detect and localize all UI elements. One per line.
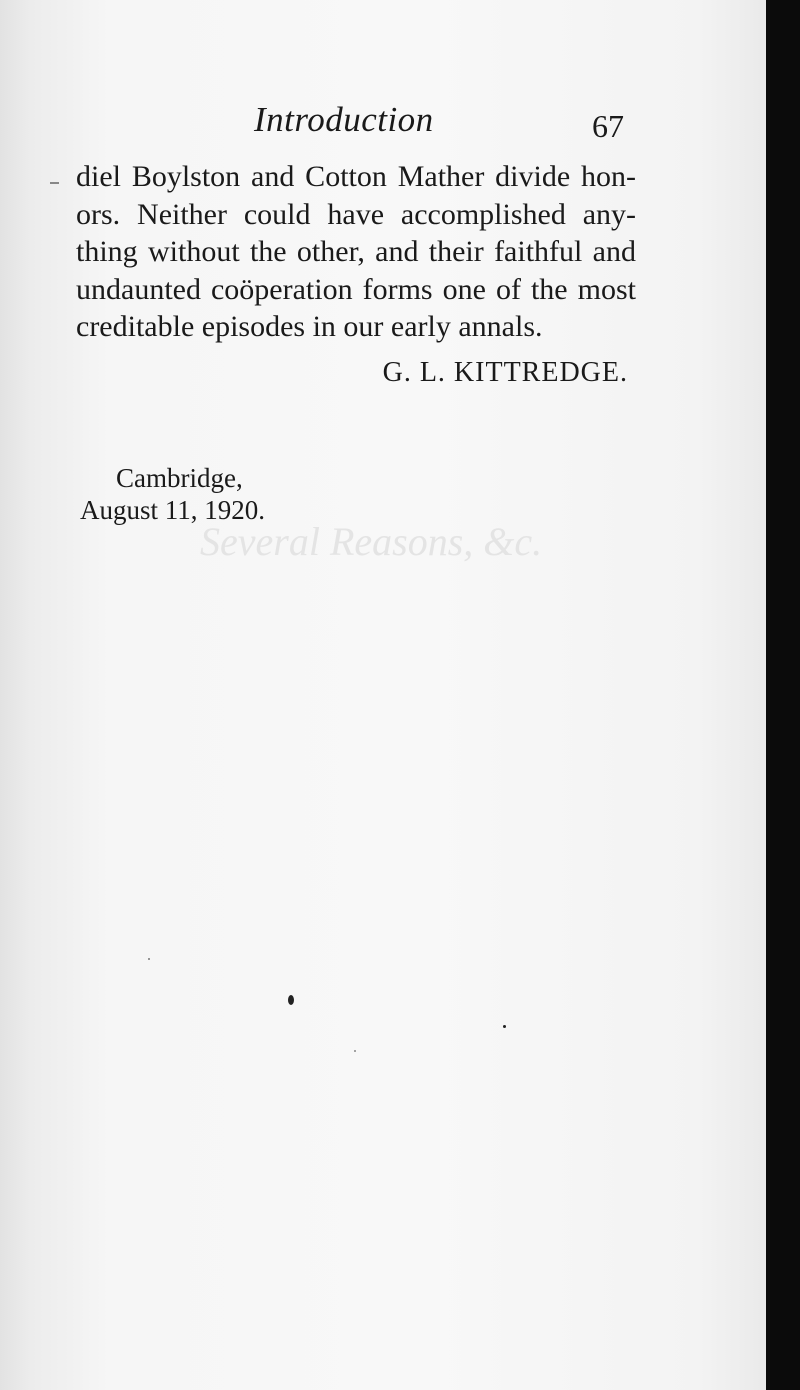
bleed-through-text: Several Reasons, &c. (200, 519, 543, 564)
body-paragraph (76, 158, 636, 346)
ink-speck (503, 1025, 506, 1028)
text-line: creditable episodes in our early annals. (76, 310, 543, 343)
text-line: diel Boylston and Cotton Mather divide hon- (76, 160, 636, 193)
text-line: ors. Neither could have accomplished any- (76, 197, 636, 231)
ink-speck (148, 958, 150, 960)
ink-speck (354, 1050, 356, 1052)
dateline-date: August 11, 1920. (80, 495, 266, 525)
margin-mark (50, 182, 59, 184)
ink-speck (288, 995, 294, 1005)
dateline-place: Cambridge, (116, 463, 243, 493)
scan-shadow (766, 0, 800, 1390)
page-number: 67 (592, 108, 624, 144)
running-head: Introduction (254, 100, 434, 139)
text-line: undaunted coöperation forms one of the most (76, 272, 636, 306)
author-signature: G. L. KITTREDGE. (382, 357, 628, 388)
text-line: thing without the other, and their faithful and (76, 235, 636, 268)
